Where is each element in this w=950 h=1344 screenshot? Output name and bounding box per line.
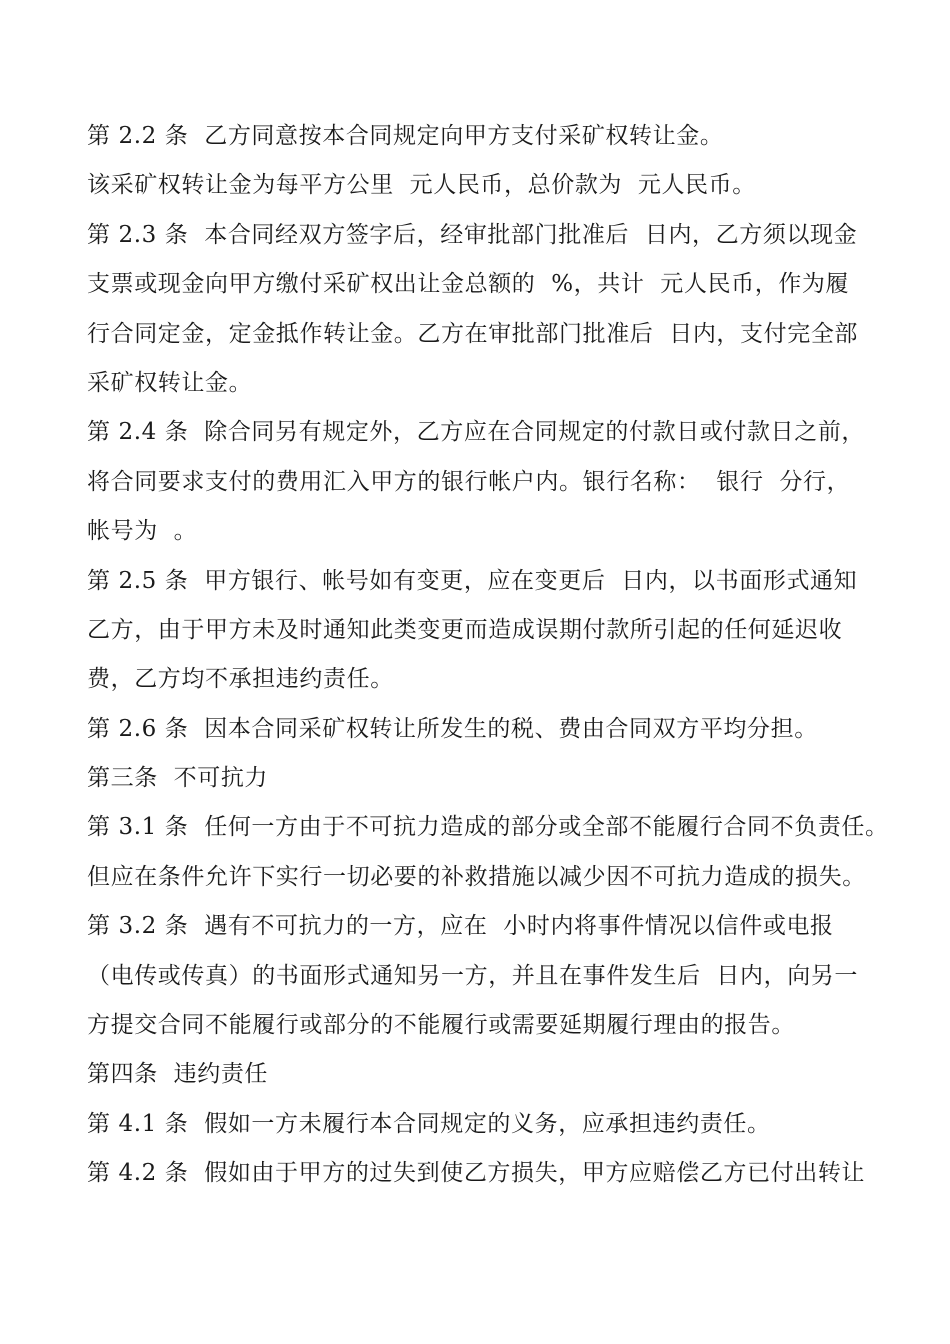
clause-2-3-line-4: 采矿权转让金。 xyxy=(87,369,253,396)
clause-2-3-line-2: 支票或现金向甲方缴付采矿权出让金总额的 %，共计 元人民币，作为履 xyxy=(87,271,850,298)
clause-2-4-line-3: 帐号为 。 xyxy=(87,518,198,545)
clause-2-4-line-1: 第 2.4 条 除合同另有规定外，乙方应在合同规定的付款日或付款日之前， xyxy=(87,419,866,446)
clause-3-2-line-2: （电传或传真）的书面形式通知另一方，并且在事件发生后 日内，向另一 xyxy=(87,962,859,989)
clause-2-6-line: 第 2.6 条 因本合同采矿权转让所发生的税、费由合同双方平均分担。 xyxy=(87,715,818,742)
document-body xyxy=(87,112,889,1199)
clause-2-5-line-2: 乙方，由于甲方未及时通知此类变更而造成误期付款所引起的任何延迟收 xyxy=(87,616,843,643)
clause-3-1-line-1: 第 3.1 条 任何一方由于不可抗力造成的部分或全部不能履行合同不负责任。 xyxy=(87,814,889,841)
clause-2-2-price-line: 该采矿权转让金为每平方公里 元人民币，总价款为 元人民币。 xyxy=(87,172,756,199)
clause-3-1-line-2: 但应在条件允许下实行一切必要的补救措施以减少因不可抗力造成的损失。 xyxy=(87,863,866,890)
clause-2-4-line-2: 将合同要求支付的费用汇入甲方的银行帐户内。银行名称： 银行 分行， xyxy=(87,468,851,495)
section-4-heading: 第四条 违约责任 xyxy=(87,1061,269,1088)
clause-2-2-line: 第 2.2 条 乙方同意按本合同规定向甲方支付采矿权转让金。 xyxy=(87,123,724,149)
section-3-heading: 第三条 不可抗力 xyxy=(87,765,269,792)
clause-4-1-line: 第 4.1 条 假如一方未履行本合同规定的义务，应承担违约责任。 xyxy=(87,1110,771,1137)
clause-3-2-line-3: 方提交合同不能履行或部分的不能履行或需要延期履行理由的报告。 xyxy=(87,1012,795,1039)
clause-2-3-line-3: 行合同定金，定金抵作转让金。乙方在审批部门批准后 日内，支付完全部 xyxy=(87,320,859,347)
clause-4-2-line: 第 4.2 条 假如由于甲方的过失到使乙方损失，甲方应赔偿乙方已付出转让 xyxy=(87,1160,866,1187)
clause-3-2-line-1: 第 3.2 条 遇有不可抗力的一方，应在 小时内将事件情况以信件或电报 xyxy=(87,913,834,940)
clause-2-5-line-1: 第 2.5 条 甲方银行、帐号如有变更，应在变更后 日内，以书面形式通知 xyxy=(87,567,858,594)
clause-2-5-line-3: 费，乙方均不承担违约责任。 xyxy=(87,666,394,693)
clause-2-3-line-1: 第 2.3 条 本合同经双方签字后，经审批部门批准后 日内，乙方须以现金 xyxy=(87,221,858,248)
